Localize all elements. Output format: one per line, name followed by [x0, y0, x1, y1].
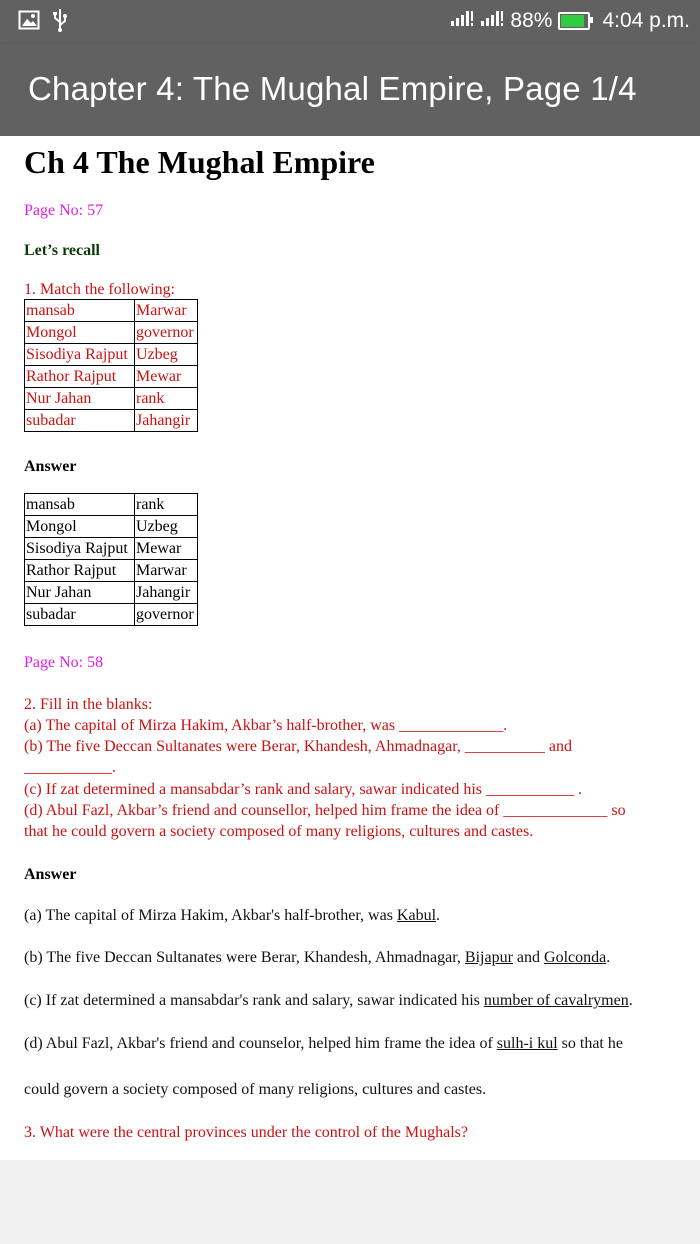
- table-cell-match: Jahangir: [135, 582, 198, 604]
- question-2b: (b) The five Deccan Sultanates were Berar, Khandesh, Ahmadnagar, __________ and: [24, 738, 573, 755]
- answer-2c-answer: number of cavalrymen: [483, 992, 629, 1009]
- chapter-heading: Ch 4 The Mughal Empire: [24, 144, 375, 180]
- table-cell-term: mansab: [25, 300, 135, 322]
- table-cell-term: Nur Jahan: [25, 388, 135, 410]
- answer-2d-cont: could govern a society composed of many religions, cultures and castes.: [24, 1081, 487, 1098]
- answer-2c-end: .: [628, 992, 633, 1009]
- question-2d: (d) Abul Fazl, Akbar’s friend and counsellor, helped him frame the idea of _____________ so: [24, 802, 626, 819]
- table-row: [25, 388, 198, 410]
- answer-2b-answer-2: Golconda: [544, 949, 607, 966]
- table-cell-match: Marwar: [135, 300, 198, 322]
- answer-2b-mid: and: [512, 949, 545, 966]
- answer-2d-end: so that he: [557, 1035, 623, 1052]
- answer-2c-text: (c) If zat determined a mansabdar's rank and salary, sawar indicated his: [24, 992, 484, 1009]
- table-row: [25, 538, 198, 560]
- table-row: [25, 582, 198, 604]
- table-cell-match: Mewar: [135, 538, 198, 560]
- answer-1-label: Answer: [24, 458, 77, 475]
- answer-2-label: Answer: [24, 866, 77, 883]
- bottom-blank-area: [0, 1160, 700, 1244]
- answer-2b: [24, 949, 610, 967]
- match-table: [24, 299, 198, 432]
- answer-2d: [24, 1035, 623, 1053]
- table-cell-match: governor: [135, 322, 198, 344]
- table-cell-match: rank: [135, 388, 198, 410]
- table-cell-term: subadar: [25, 604, 135, 626]
- table-cell-term: subadar: [25, 410, 135, 432]
- page-number-57: Page No: 57: [24, 202, 104, 219]
- table-row: [25, 410, 198, 432]
- answer-2a-text: (a) The capital of Mirza Hakim, Akbar's half-brother, was: [24, 907, 397, 924]
- app-bar: [0, 44, 700, 136]
- answer-2a-answer: Kabul: [396, 907, 437, 924]
- answer-2a-end: .: [436, 907, 441, 924]
- question-2d-cont: that he could govern a society composed of many religions, cultures and castes.: [24, 823, 534, 840]
- table-cell-term: mansab: [25, 494, 135, 516]
- table-cell-term: Rathor Rajput: [25, 560, 135, 582]
- status-bar: [0, 0, 700, 44]
- table-row: [25, 300, 198, 322]
- battery-icon: [558, 12, 590, 30]
- table-cell-match: Uzbeg: [135, 516, 198, 538]
- answer-2b-end: .: [606, 949, 611, 966]
- answer-2b-text: (b) The five Deccan Sultanates were Berar, Khandesh, Ahmadnagar,: [24, 949, 465, 966]
- table-row: [25, 494, 198, 516]
- table-row: [25, 516, 198, 538]
- answer-2c: [24, 992, 633, 1010]
- table-cell-term: Sisodiya Rajput: [25, 538, 135, 560]
- table-row: [25, 560, 198, 582]
- answer-table: [24, 493, 198, 626]
- table-row: [25, 322, 198, 344]
- table-cell-match: Uzbeg: [135, 344, 198, 366]
- battery-percent: 88%: [510, 9, 553, 32]
- table-cell-match: Mewar: [135, 366, 198, 388]
- question-2c: (c) If zat determined a mansabdar’s rank and salary, sawar indicated his ___________ .: [24, 781, 583, 798]
- image-notification-icon: [18, 10, 40, 35]
- clock: 4:04 p.m.: [602, 9, 690, 32]
- table-cell-match: Marwar: [135, 560, 198, 582]
- document-content[interactable]: [0, 136, 700, 1160]
- table-cell-match: rank: [135, 494, 198, 516]
- usb-icon: [52, 8, 68, 37]
- app-bar-title: Chapter 4: The Mughal Empire, Page 1/4: [28, 70, 637, 107]
- table-cell-match: Jahangir: [135, 410, 198, 432]
- question-2a: (a) The capital of Mirza Hakim, Akbar’s half-brother, was _____________.: [24, 717, 508, 734]
- page-number-58: Page No: 58: [24, 654, 104, 671]
- question-2b-cont: ___________.: [24, 759, 116, 776]
- lets-recall-heading: Let’s recall: [24, 242, 100, 259]
- table-cell-term: Mongol: [25, 516, 135, 538]
- table-row: [25, 344, 198, 366]
- answer-2a: [24, 907, 440, 925]
- question-2: 2. Fill in the blanks:: [24, 696, 153, 713]
- table-cell-term: Rathor Rajput: [25, 366, 135, 388]
- question-3: 3. What were the central provinces under the control of the Mughals?: [24, 1124, 468, 1141]
- signal-icon: [450, 9, 474, 33]
- table-row: [25, 604, 198, 626]
- table-cell-term: Mongol: [25, 322, 135, 344]
- question-1: 1. Match the following:: [24, 281, 176, 298]
- table-row: [25, 366, 198, 388]
- answer-2b-answer-1: Bijapur: [464, 949, 513, 966]
- signal-icon-2: [480, 9, 504, 33]
- table-cell-term: Sisodiya Rajput: [25, 344, 135, 366]
- table-cell-term: Nur Jahan: [25, 582, 135, 604]
- battery-fill: [561, 15, 583, 27]
- answer-2d-answer: sulh-i kul: [496, 1035, 558, 1052]
- table-cell-match: governor: [135, 604, 198, 626]
- answer-2d-text: (d) Abul Fazl, Akbar's friend and counselor, helped him frame the idea of: [24, 1035, 497, 1052]
